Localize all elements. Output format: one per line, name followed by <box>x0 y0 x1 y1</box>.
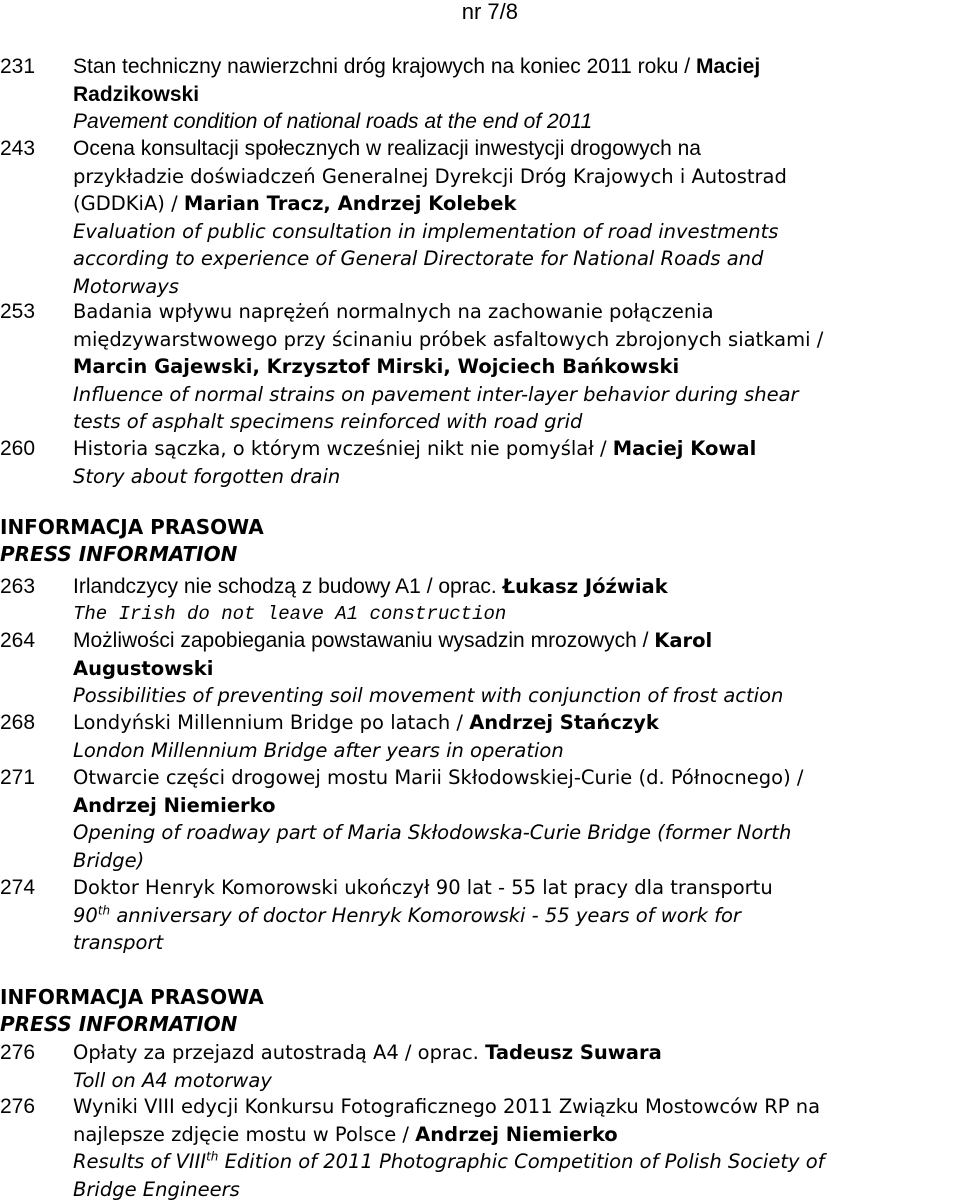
title-en: Story about forgotten drain <box>73 464 341 488</box>
toc-entry <box>0 874 960 957</box>
page-ref: 271 <box>0 766 36 789</box>
toc-entry <box>0 1093 960 1203</box>
title-en: tests of asphalt specimens reinforced with road grid <box>73 410 583 433</box>
press-heading-en: PRESS INFORMATION <box>0 542 238 566</box>
author: Augustowski <box>73 656 214 680</box>
author: Marian Tracz, Andrzej Kolebek <box>183 192 517 215</box>
toc-entry <box>0 298 960 436</box>
title-pl: Ocena konsultacji społecznych w realizacji inwestycji drogowych na <box>73 137 701 160</box>
toc-entry <box>0 573 960 628</box>
title-en: London Millennium Bridge after years in operation <box>73 738 564 762</box>
toc-entry <box>0 1039 960 1094</box>
title-en: Bridge) <box>73 848 145 872</box>
author: Andrzej Stańczyk <box>469 711 659 734</box>
title-en: transport <box>73 931 164 954</box>
page-ref: 274 <box>0 876 36 899</box>
page-ref: 268 <box>0 711 36 734</box>
title-pl: Opłaty za przejazd autostradą A4 / oprac. <box>73 1041 486 1064</box>
title-en: Edition of 2011 Photographic Competition of Polish Society of <box>218 1150 825 1173</box>
page-ref: 260 <box>0 437 36 460</box>
page-ref: 264 <box>0 629 36 652</box>
ordinal-suffix: th <box>97 903 111 917</box>
title-pl: Badania wpływu naprężeń normalnych na zachowanie połączenia <box>73 300 714 323</box>
title-en: Motorways <box>73 274 179 298</box>
title-en: 90 <box>73 903 98 927</box>
title-en: Results of VIII <box>73 1150 207 1173</box>
title-en: Pavement condition of national roads at the end of 2011 <box>73 110 593 133</box>
toc-entry <box>0 709 960 764</box>
author: Łukasz Jóźwiak <box>502 575 668 598</box>
title-en: The Irish do not leave A1 construction <box>73 602 507 625</box>
title-pl: Otwarcie części drogowej mostu Marii Skłodowskiej-Curie (d. Północnego) / <box>73 766 804 789</box>
title-pl: przykładzie doświadczeń Generalnej Dyrekcji Dróg Krajowych i Autostrad <box>73 164 787 188</box>
title-en: Bridge Engineers <box>73 1177 240 1201</box>
page-ref: 276 <box>0 1095 36 1118</box>
title-pl: Wyniki VIII edycji Konkursu Fotograficznego 2011 Związku Mostowców RP na <box>73 1095 821 1118</box>
press-heading-en: PRESS INFORMATION <box>0 1012 238 1036</box>
author: Karol <box>654 629 713 652</box>
page-number: nr 7/8 <box>461 0 518 24</box>
title-pl: Londyński Millennium Bridge po latach / <box>73 711 470 734</box>
author: Tadeusz Suwara <box>485 1041 662 1064</box>
title-en: Possibilities of preventing soil movement with conjunction of frost action <box>73 684 784 707</box>
toc-entry <box>0 53 960 136</box>
title-pl: międzywarstwowego przy ścinaniu próbek asfaltowych zbrojonych siatkami / <box>73 327 824 351</box>
toc-entry <box>0 435 960 490</box>
press-heading-pl: INFORMACJA PRASOWA <box>0 985 264 1009</box>
author: Maciej Kowal <box>612 437 757 460</box>
toc-entry <box>0 135 960 300</box>
toc-entry <box>0 627 960 710</box>
title-pl: Możliwości zapobiegania powstawaniu wysadzin mrozowych / <box>73 629 655 652</box>
page-ref: 276 <box>0 1041 36 1064</box>
title-en: Opening of roadway part of Maria Skłodowska-Curie Bridge (former North <box>73 821 792 844</box>
page-ref: 263 <box>0 575 36 598</box>
page-ref: 231 <box>0 55 36 78</box>
title-pl: najlepsze zdjęcie mostu w Polsce / <box>73 1122 416 1146</box>
title-en: Toll on A4 motorway <box>73 1068 272 1092</box>
title-en: according to experience of General Directorate for National Roads and <box>73 247 764 270</box>
title-pl: Stan techniczny nawierzchni dróg krajowych na koniec 2011 roku / <box>73 55 696 78</box>
page-ref: 253 <box>0 300 36 323</box>
title-pl: Doktor Henryk Komorowski ukończył 90 lat - 55 lat pracy dla transportu <box>73 876 773 899</box>
page-ref: 243 <box>0 137 36 160</box>
title-pl: (GDDKiA) / <box>73 192 184 215</box>
author: Maciej <box>695 55 761 78</box>
title-pl: Irlandczycy nie schodzą z budowy A1 / oprac. <box>73 575 503 598</box>
press-heading-pl: INFORMACJA PRASOWA <box>0 515 264 539</box>
author: Radzikowski <box>73 82 200 106</box>
author: Marcin Gajewski, Krzysztof Mirski, Wojciech Bańkowski <box>73 355 680 378</box>
ordinal-suffix: th <box>206 1149 219 1164</box>
title-en: Evaluation of public consultation in implementation of road investments <box>73 219 779 243</box>
title-pl: Historia sączka, o którym wcześniej nikt nie pomyślał / <box>73 437 613 460</box>
title-en: Influence of normal strains on pavement inter-layer behavior during shear <box>73 382 799 406</box>
toc-entry <box>0 764 960 874</box>
author: Andrzej Niemierko <box>415 1122 618 1146</box>
author: Andrzej Niemierko <box>73 793 276 817</box>
title-en: anniversary of doctor Henryk Komorowski - 55 years of work for <box>110 903 741 927</box>
